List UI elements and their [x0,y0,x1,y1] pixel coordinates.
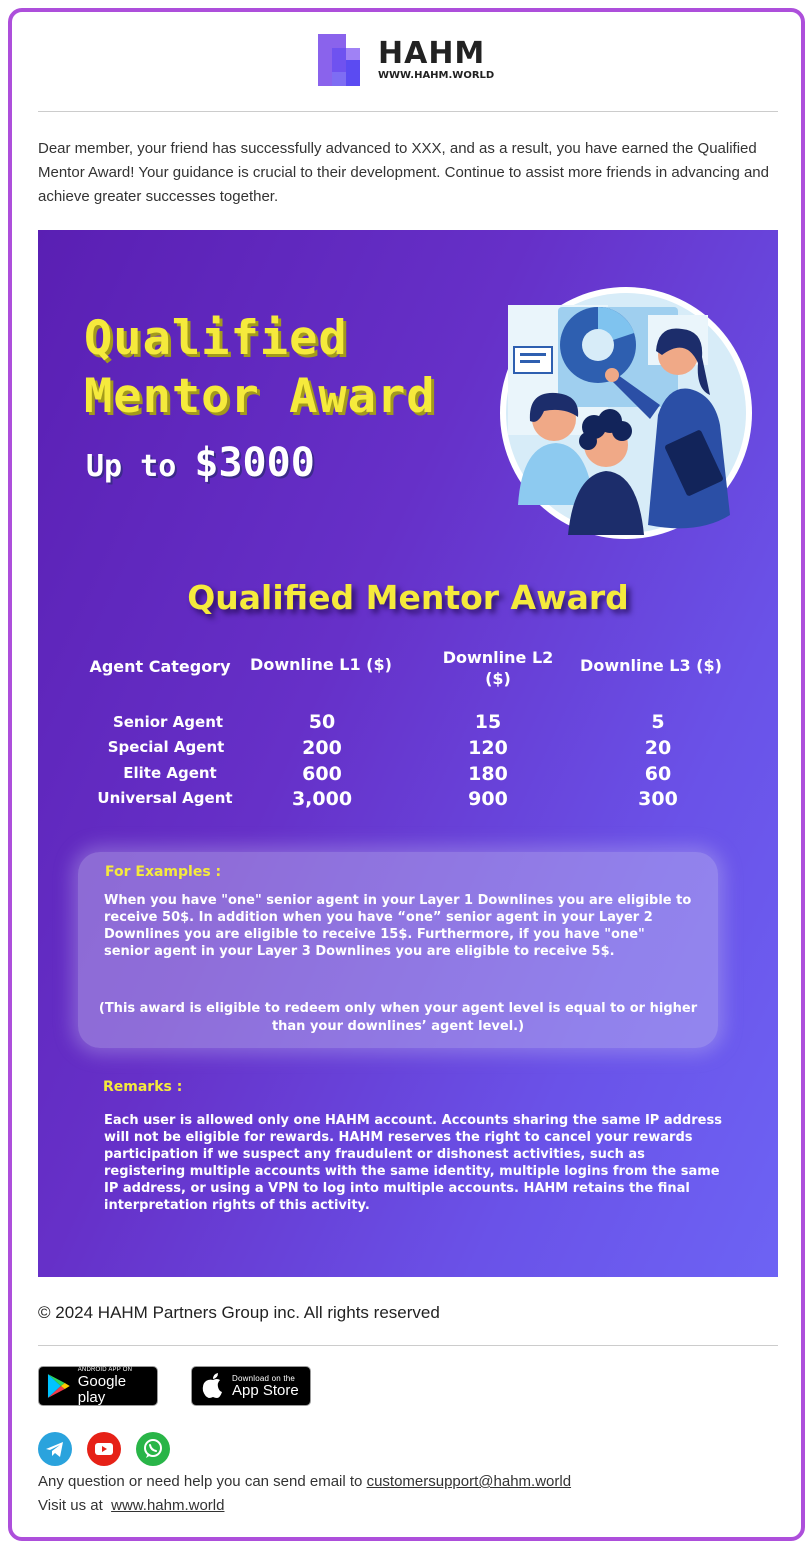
award-banner [38,230,778,1277]
table-cell-l2: 900 [468,788,508,810]
examples-note: (This award is eligible to redeem only when your agent level is equal to or higher than your downlines’ agent level.) [98,1001,698,1034]
table-cell-l1: 50 [308,711,336,733]
website-link[interactable]: www.hahm.world [111,1497,225,1514]
table-cell-l2: 15 [474,711,502,733]
google-play-icon [46,1372,72,1400]
table-cell-l2: 120 [468,737,508,759]
brand-url: WWW.HAHM.WORLD [378,69,495,81]
mentor-team-illustration-icon [498,285,754,541]
table-cell-l1: 200 [302,737,342,759]
table-cell-l3: 300 [638,788,678,810]
app-store-button[interactable] [191,1366,311,1406]
hero-subtitle-amount: $3000 [194,440,315,486]
table-header-l1: Downline L1 ($) [250,655,392,674]
remarks-title: Remarks : [103,1079,183,1095]
support-email-link[interactable]: customersupport@hahm.world [366,1473,572,1490]
visit-line [38,1497,224,1514]
table-header-l3: Downline L3 ($) [580,656,722,675]
hero-subtitle-prefix: Up to [86,449,177,484]
help-line [38,1473,571,1490]
apple-icon [201,1372,225,1400]
examples-body: When you have "one" senior agent in your Layer 1 Downlines you are eligible to receive 50$. In addition when you have “one” senior agent in your Layer 2 Downlines you are eligible to receive 15$. Furthermore, if you have "one" senior agent in your Layer 3 Downlines you are eligible to receive 5$. [104,893,692,959]
app-store-small-label: Download on the [232,1373,296,1383]
table-cell-l1: 3,000 [291,788,353,810]
table-cell-category: Universal Agent [97,789,233,807]
google-play-label: Google play [77,1372,127,1406]
telegram-icon[interactable] [38,1432,72,1466]
table-cell-l3: 60 [644,763,672,785]
table-header-category: Agent Category [89,657,231,676]
table-cell-category: Special Agent [107,738,225,756]
table-cell-category: Senior Agent [112,713,224,731]
section-title: Qualified Mentor Award [187,578,629,617]
hahm-logo-icon [318,34,360,86]
table-cell-l3: 20 [644,737,672,759]
table-cell-category: Elite Agent [123,764,217,782]
visit-text: Visit us at [38,1497,103,1514]
table-cell-l1: 600 [302,763,342,785]
hero-title: Qualified Mentor Award [84,311,436,424]
table-cell-l3: 5 [651,711,665,733]
examples-title: For Examples : [105,864,222,880]
brand-name: HAHM [378,35,486,71]
intro-message: Dear member, your friend has successfully advanced to XXX, and as a result, you have earned the Qualified Mentor Award! Your guidance is crucial to their development. Continue to assist more friends in advancing and achieve greater successes together. [38,140,769,205]
help-text: Any question or need help you can send email to [38,1473,363,1490]
whatsapp-icon[interactable] [136,1432,170,1466]
youtube-icon[interactable] [87,1432,121,1466]
header-divider [38,111,778,112]
google-play-small-label: ANDROID APP ON [77,1366,133,1373]
app-store-label: App Store [232,1381,299,1399]
hahm-logo[interactable] [318,34,494,86]
google-play-button[interactable] [38,1366,158,1406]
table-cell-l2: 180 [468,763,508,785]
footer-divider [38,1345,778,1346]
table-header-l2: Downline L2 ($) [442,648,554,688]
hero-subtitle [86,440,315,486]
remarks-body: Each user is allowed only one HAHM account. Accounts sharing the same IP address will not be eligible for rewards. HAHM reserves the right to cancel your rewards participation if we suspect any fraudulent or dishonest activities, such as registering multiple accounts with the same identity, multiple logins from the same IP address, or using a VPN to log into multiple accounts. HAHM retains the final interpretation rights of this activity. [104,1113,722,1213]
copyright-text: © 2024 HAHM Partners Group inc. All rights reserved [38,1303,440,1322]
